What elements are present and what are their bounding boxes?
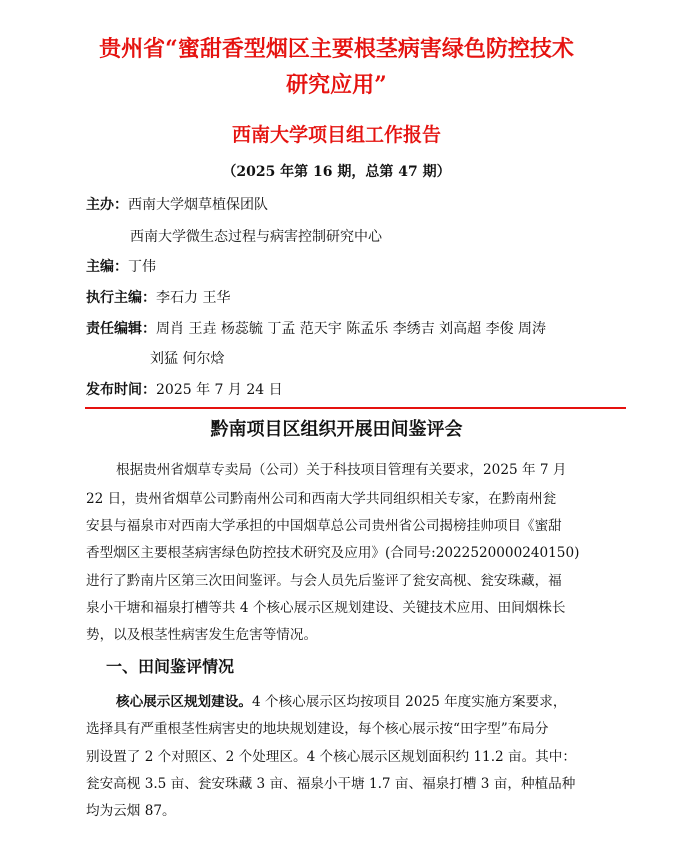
- editor-label: 主编：: [86, 259, 128, 275]
- paragraph-2-line: 均为云烟 87。: [86, 803, 176, 819]
- resp-editor-row: [86, 318, 546, 340]
- exec-editor-row: [86, 287, 230, 309]
- host-label: 主办：: [86, 197, 128, 213]
- paragraph-1-line: 泉小干塘和福泉打槽等共 4 个核心展示区规划建设、关键技术应用、田间烟株长: [86, 600, 566, 616]
- paragraph-2-line: 选择具有严重根茎性病害史的地块规划建设，每个核心展示按“田字型”布局分: [86, 721, 549, 737]
- host-name-2: 西南大学微生态过程与病害控制研究中心: [130, 229, 382, 245]
- paragraph-2-first-line: [116, 691, 566, 713]
- resp-editor-names-2: 刘猛 何尔焓: [150, 351, 225, 367]
- host-row: [86, 194, 268, 216]
- paragraph-1-line: 根据贵州省烟草专卖局（公司）关于科技项目管理有关要求，2025 年 7 月: [116, 462, 567, 478]
- editor-name: 丁伟: [128, 259, 156, 275]
- paragraph-2-line: 别设置了 2 个对照区、2 个处理区。4 个核心展示区规划面积约 11.2 亩。其中：: [86, 749, 576, 765]
- paragraph-1-line: 22 日，贵州省烟草公司黔南州公司和西南大学共同组织相关专家，在黔南州瓮: [86, 491, 557, 507]
- paragraph-1-line: 势，以及根茎性病害发生危害等情况。: [86, 627, 318, 643]
- resp-editor-names-1: 周肖 王垚 杨蕊毓 丁孟 范天宇 陈孟乐 李绣吉 刘高超 李俊 周涛: [156, 321, 547, 337]
- paragraph-1-line: 安县与福泉市对西南大学承担的中国烟草总公司贵州省公司揭榜挂帅项目《蜜甜: [86, 518, 562, 534]
- exec-editor-label: 执行主编：: [86, 290, 156, 306]
- date-row: [86, 379, 283, 401]
- paragraph-1-line: 香型烟区主要根茎病害绿色防控技术研究及应用》(合同号:2022520000240150): [86, 545, 580, 561]
- red-divider: [85, 407, 626, 409]
- paragraph-2-lead: 核心展示区规划建设。: [116, 694, 252, 710]
- report-subtitle: 西南大学项目组工作报告: [231, 124, 441, 146]
- exec-editor-names: 李石力 王华: [156, 290, 231, 306]
- publish-date: 2025 年 7 月 24 日: [156, 382, 283, 398]
- resp-editor-label: 责任编辑：: [86, 321, 156, 337]
- editor-row: [86, 256, 156, 278]
- host-name-1: 西南大学烟草植保团队: [128, 197, 268, 213]
- issue-number: （2025 年第 16 期，总第 47 期）: [222, 164, 451, 180]
- report-title-line-2: 研究应用”: [286, 72, 387, 98]
- paragraph-2-first-rest: 4 个核心展示区均按项目 2025 年度实施方案要求，: [251, 694, 567, 710]
- paragraph-2-line: 瓮安高枧 3.5 亩、瓮安珠藏 3 亩、福泉小干塘 1.7 亩、福泉打槽 3 亩，种植品种: [86, 776, 576, 792]
- section-heading: 一、田间鉴评情况: [106, 657, 235, 676]
- date-label: 发布时间：: [86, 382, 156, 398]
- report-title-line-1: 贵州省“蜜甜香型烟区主要根茎病害绿色防控技术: [99, 36, 574, 62]
- paragraph-1-line: 进行了黔南片区第三次田间鉴评。与会人员先后鉴评了瓮安高枧、瓮安珠藏，福: [86, 573, 562, 589]
- article-title: 黔南项目区组织开展田间鉴评会: [210, 419, 463, 440]
